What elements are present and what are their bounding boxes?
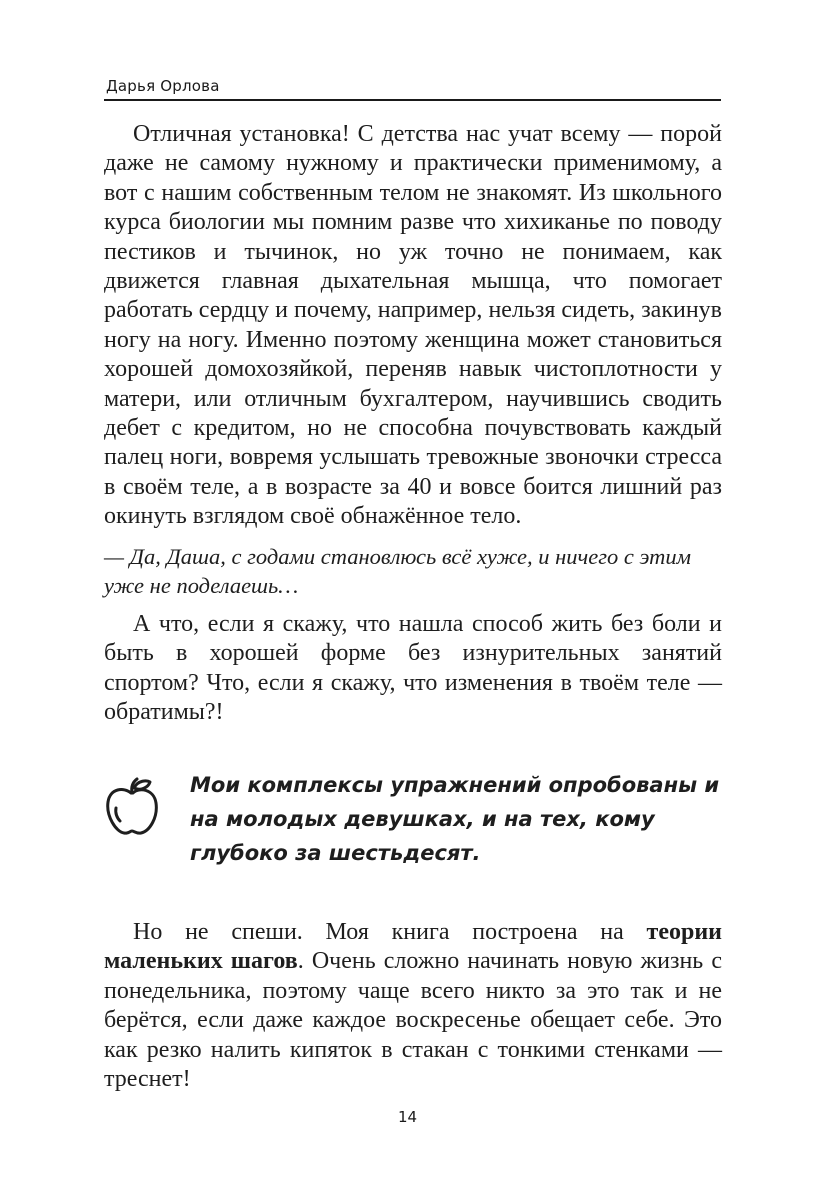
paragraph-3-start: Но не спеши. Моя книга построена на	[133, 919, 647, 945]
paragraph-3	[104, 918, 722, 1094]
tip-callout	[190, 768, 730, 870]
paragraph-2	[104, 610, 722, 728]
tip-callout-text: Мои комплексы упражнений опробованы и на молодых девушках, и на тех, кому глубоко за шестьдесят.	[190, 773, 720, 865]
page-number: 14	[397, 1108, 418, 1126]
dialogue-quote	[104, 542, 722, 600]
running-head-author: Дарья Орлова	[106, 77, 220, 95]
paragraph-3-end: . Очень сложно начинать новую жизнь с понедельника, поэтому чаще всего никто за это так и не берётся, если даже каждое воскресенье обещает себе. Это как резко налить кипяток в стакан с тонкими стенками — треснет!	[104, 948, 722, 1093]
paragraph-2-text: А что, если я скажу, что нашла способ жить без боли и быть в хорошей форме без изнурительных занятий спортом? Что, если я скажу, что изменения в твоём теле — обратимы?!	[104, 611, 722, 726]
paragraph-3-emphasis: теории маленьких шагов	[104, 919, 722, 975]
dialogue-quote-text: — Да, Даша, с годами становлюсь всё хуже, и ничего с этим уже не поделаешь…	[104, 544, 691, 598]
apple-icon	[104, 776, 160, 836]
paragraph-1-text: Отличная установка! С детства нас учат всему — порой даже не самому нужному и практически применимому, а вот с нашим собственным телом не знакомят. Из школьного курса биологии мы помним разве что хихиканье по поводу пестиков и тычинок, но уж точно не понимаем, как движется главная дыхательная мышца, что помогает работать сердцу и почему, например, нельзя сидеть, закинув ногу на ногу. Именно поэтому женщина может становиться хорошей домохозяйкой, переняв навык чистоплотности у матери, или отличным бухгалтером, научившись сводить дебет с кредитом, но не способна почувствовать каждый палец ноги, вовремя услышать тревожные звоночки стресса в своём теле, а в возрасте за 40 и вовсе боится лишний раз окинуть взглядом своё обнажённое тело.	[104, 121, 722, 530]
paragraph-1	[104, 120, 722, 532]
paragraph-3-text	[104, 918, 722, 1094]
header-rule	[104, 99, 721, 101]
